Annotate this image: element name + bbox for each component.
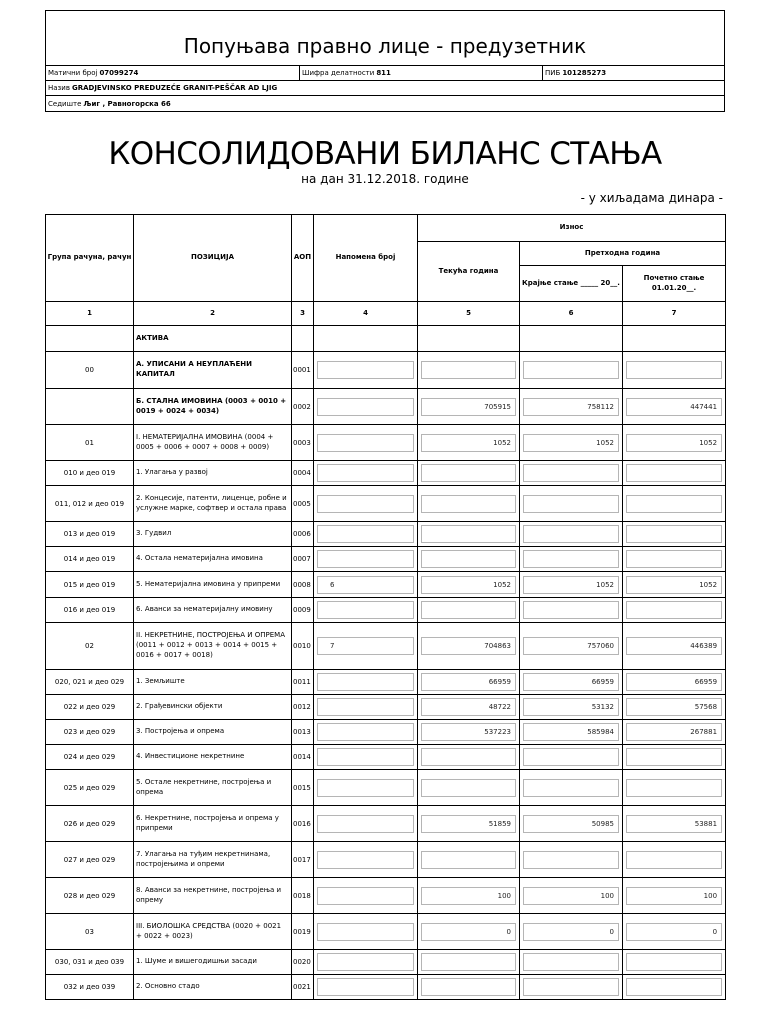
section-label: АКТИВА xyxy=(134,326,292,352)
group-cell: 024 и део 029 xyxy=(46,745,134,770)
closing-balance-field[interactable] xyxy=(523,601,619,619)
current-year-field-cell xyxy=(418,425,520,461)
table-row xyxy=(46,806,726,842)
company-seat-value: Љиг , Равногорска 66 xyxy=(83,99,171,108)
table-row xyxy=(46,842,726,878)
aop-cell: 0020 xyxy=(292,950,314,975)
aop-cell: 0003 xyxy=(292,425,314,461)
current-year-field[interactable]: 66959 xyxy=(421,673,516,691)
header-previous-year: Претходна година xyxy=(520,242,726,266)
position-cell: 2. Основно стадо xyxy=(134,975,292,1000)
opening-balance-field-cell xyxy=(623,425,726,461)
current-year-field-cell xyxy=(418,352,520,389)
note-field-cell xyxy=(314,806,418,842)
note-field[interactable] xyxy=(317,978,414,996)
current-year-field[interactable] xyxy=(421,495,516,513)
header-current-year: Текућа година xyxy=(418,242,520,302)
opening-balance-field-cell xyxy=(623,842,726,878)
table-row xyxy=(46,950,726,975)
current-year-field-cell xyxy=(418,842,520,878)
closing-balance-field[interactable]: 585984 xyxy=(523,723,619,741)
table-row xyxy=(46,486,726,522)
current-year-field[interactable] xyxy=(421,525,516,543)
current-year-field[interactable] xyxy=(421,851,516,869)
current-year-field[interactable]: 0 xyxy=(421,923,516,941)
note-field[interactable] xyxy=(317,673,414,691)
aop-cell: 0002 xyxy=(292,389,314,425)
current-year-field[interactable]: 704863 xyxy=(421,637,516,655)
opening-balance-field-cell xyxy=(623,745,726,770)
opening-balance-field-cell xyxy=(623,547,726,572)
header-amount: Износ xyxy=(418,215,726,242)
note-field-cell xyxy=(314,720,418,745)
closing-balance-field[interactable] xyxy=(523,748,619,766)
closing-balance-field-cell xyxy=(520,745,623,770)
column-number: 3 xyxy=(292,302,314,326)
position-cell: 2. Концесије, патенти, лиценце, робне и услужне марке, софтвер и остала права xyxy=(134,486,292,522)
opening-balance-field[interactable] xyxy=(626,495,722,513)
position-cell: 6. Некретнине, постројења и опрема у припреми xyxy=(134,806,292,842)
aop-cell: 0012 xyxy=(292,695,314,720)
company-name-row xyxy=(46,81,724,96)
closing-balance-field-cell xyxy=(520,522,623,547)
note-field[interactable] xyxy=(317,550,414,568)
group-cell: 025 и део 029 xyxy=(46,770,134,806)
header-aop: АОП xyxy=(292,215,314,302)
header-note: Напомена број xyxy=(314,215,418,302)
registration-number-value: 07099274 xyxy=(99,69,139,77)
opening-balance-field[interactable]: 447441 xyxy=(626,398,722,416)
note-field[interactable] xyxy=(317,887,414,905)
table-row xyxy=(46,425,726,461)
company-seat-row xyxy=(46,96,724,111)
closing-balance-field[interactable] xyxy=(523,978,619,996)
table-row xyxy=(46,670,726,695)
column-number: 1 xyxy=(46,302,134,326)
current-year-field-cell xyxy=(418,598,520,623)
position-cell: 3. Гудвил xyxy=(134,522,292,547)
note-field-cell xyxy=(314,914,418,950)
group-cell: 03 xyxy=(46,914,134,950)
closing-balance-field-cell xyxy=(520,547,623,572)
aop-cell: 0010 xyxy=(292,623,314,670)
aop-cell: 0001 xyxy=(292,352,314,389)
note-field-cell xyxy=(314,598,418,623)
company-name-cell xyxy=(46,81,277,95)
table-row xyxy=(46,352,726,389)
closing-balance-field[interactable]: 0 xyxy=(523,923,619,941)
group-cell: 028 и део 029 xyxy=(46,878,134,914)
current-year-field-cell xyxy=(418,695,520,720)
report-date: на дан 31.12.2018. године xyxy=(301,172,469,186)
closing-balance-field-cell xyxy=(520,914,623,950)
closing-balance-field-cell xyxy=(520,598,623,623)
note-field-cell xyxy=(314,670,418,695)
position-cell: 1. Улагања у развој xyxy=(134,461,292,486)
note-field-cell xyxy=(314,975,418,1000)
current-year-field-cell xyxy=(418,806,520,842)
note-field-cell xyxy=(314,745,418,770)
opening-balance-field[interactable] xyxy=(626,361,722,379)
position-cell: 3. Постројења и опрема xyxy=(134,720,292,745)
group-cell: 013 и део 019 xyxy=(46,522,134,547)
aop-cell: 0015 xyxy=(292,770,314,806)
closing-balance-field-cell xyxy=(520,572,623,598)
company-seat-label: Седиште xyxy=(48,99,82,108)
position-cell: 5. Остале некретнине, постројења и опрема xyxy=(134,770,292,806)
closing-balance-field[interactable] xyxy=(523,525,619,543)
closing-balance-field-cell xyxy=(520,975,623,1000)
table-row xyxy=(46,598,726,623)
note-field[interactable] xyxy=(317,398,414,416)
closing-balance-field[interactable] xyxy=(523,495,619,513)
activity-code-value: 811 xyxy=(376,69,391,77)
aop-cell: 0013 xyxy=(292,720,314,745)
position-cell: Б. СТАЛНА ИМОВИНА (0003 + 0010 + 0019 + 0024 + 0034) xyxy=(134,389,292,425)
aop-cell: 0007 xyxy=(292,547,314,572)
opening-balance-field-cell xyxy=(623,522,726,547)
position-cell: 8. Аванси за некретнине, постројења и опрему xyxy=(134,878,292,914)
company-seat-cell xyxy=(46,96,171,111)
header-closing-balance: Крајње стање _____ 20__. xyxy=(520,266,623,302)
note-field[interactable] xyxy=(317,953,414,971)
table-row xyxy=(46,695,726,720)
opening-balance-field[interactable] xyxy=(626,851,722,869)
position-cell: 4. Остала нематеријална имовина xyxy=(134,547,292,572)
opening-balance-field-cell xyxy=(623,975,726,1000)
position-cell: II. НЕКРЕТНИНЕ, ПОСТРОЈЕЊА И ОПРЕМА (0011 + 0012 + 0013 + 0014 + 0015 + 0016 + 0017 + 0018) xyxy=(134,623,292,670)
closing-balance-field-cell xyxy=(520,389,623,425)
current-year-field[interactable] xyxy=(421,978,516,996)
table-row xyxy=(46,547,726,572)
group-cell: 015 и део 019 xyxy=(46,572,134,598)
current-year-field[interactable]: 1052 xyxy=(421,576,516,594)
closing-balance-field-cell xyxy=(520,461,623,486)
aop-cell: 0008 xyxy=(292,572,314,598)
closing-balance-field[interactable] xyxy=(523,361,619,379)
form-title: Попуњава правно лице - предузетник xyxy=(46,11,724,66)
opening-balance-field[interactable]: 57568 xyxy=(626,698,722,716)
current-year-field-cell xyxy=(418,745,520,770)
group-cell: 027 и део 029 xyxy=(46,842,134,878)
note-field[interactable] xyxy=(317,434,414,452)
table-row xyxy=(46,461,726,486)
note-field-cell xyxy=(314,623,418,670)
activity-code-cell xyxy=(299,66,542,80)
note-field-cell xyxy=(314,352,418,389)
note-field-cell xyxy=(314,770,418,806)
group-cell: 022 и део 029 xyxy=(46,695,134,720)
closing-balance-field-cell xyxy=(520,695,623,720)
aop-cell: 0005 xyxy=(292,486,314,522)
opening-balance-field-cell xyxy=(623,572,726,598)
group-cell: 010 и део 019 xyxy=(46,461,134,486)
opening-balance-field[interactable] xyxy=(626,550,722,568)
position-cell: 2. Грађевински објекти xyxy=(134,695,292,720)
header-group: Група рачуна, рачун xyxy=(46,215,134,302)
balance-sheet-table xyxy=(45,214,726,1000)
header-opening-balance: Почетно стање 01.01.20__. xyxy=(623,266,726,302)
note-field[interactable] xyxy=(317,361,414,379)
note-field[interactable] xyxy=(317,495,414,513)
position-cell: III. БИОЛОШКА СРЕДСТВА (0020 + 0021 + 0022 + 0023) xyxy=(134,914,292,950)
note-field-cell xyxy=(314,425,418,461)
closing-balance-field-cell xyxy=(520,878,623,914)
opening-balance-field[interactable] xyxy=(626,953,722,971)
table-row xyxy=(46,914,726,950)
note-field-cell xyxy=(314,950,418,975)
group-cell: 032 и део 039 xyxy=(46,975,134,1000)
opening-balance-field-cell xyxy=(623,878,726,914)
current-year-field[interactable]: 537223 xyxy=(421,723,516,741)
opening-balance-field-cell xyxy=(623,461,726,486)
opening-balance-field-cell xyxy=(623,389,726,425)
closing-balance-field[interactable]: 1052 xyxy=(523,434,619,452)
note-field-cell xyxy=(314,389,418,425)
opening-balance-field[interactable]: 267881 xyxy=(626,723,722,741)
opening-balance-field[interactable]: 100 xyxy=(626,887,722,905)
opening-balance-field[interactable]: 0 xyxy=(626,923,722,941)
tax-id-value: 101285273 xyxy=(562,69,607,77)
current-year-field-cell xyxy=(418,950,520,975)
aop-cell: 0009 xyxy=(292,598,314,623)
group-cell: 016 и део 019 xyxy=(46,598,134,623)
aop-cell: 0004 xyxy=(292,461,314,486)
closing-balance-field[interactable]: 50985 xyxy=(523,815,619,833)
current-year-field[interactable] xyxy=(421,361,516,379)
opening-balance-field-cell xyxy=(623,950,726,975)
closing-balance-field-cell xyxy=(520,670,623,695)
table-row xyxy=(46,745,726,770)
current-year-field-cell xyxy=(418,770,520,806)
table-row xyxy=(46,770,726,806)
note-field-cell xyxy=(314,878,418,914)
closing-balance-field-cell xyxy=(520,770,623,806)
position-cell: 5. Нематеријална имовина у припреми xyxy=(134,572,292,598)
closing-balance-field[interactable]: 1052 xyxy=(523,576,619,594)
current-year-field[interactable] xyxy=(421,779,516,797)
tax-id-label: ПИБ xyxy=(545,69,561,77)
table-row xyxy=(46,572,726,598)
opening-balance-field[interactable] xyxy=(626,779,722,797)
opening-balance-field[interactable] xyxy=(626,601,722,619)
current-year-field-cell xyxy=(418,461,520,486)
closing-balance-field[interactable]: 758112 xyxy=(523,398,619,416)
current-year-field-cell xyxy=(418,878,520,914)
current-year-field-cell xyxy=(418,670,520,695)
closing-balance-field[interactable] xyxy=(523,464,619,482)
position-cell: 6. Аванси за нематеријалну имовину xyxy=(134,598,292,623)
closing-balance-field[interactable] xyxy=(523,953,619,971)
group-cell: 030, 031 и део 039 xyxy=(46,950,134,975)
company-name-value: GRADJEVINSKO PREDUZEĆE GRANIT-PEŠČAR AD LJIG xyxy=(71,84,278,92)
aop-cell: 0006 xyxy=(292,522,314,547)
position-cell: 7. Улагања на туђим некретнинама, постројењима и опреми xyxy=(134,842,292,878)
company-header-box xyxy=(45,10,725,112)
position-cell: I. НЕМАТЕРИЈАЛНА ИМОВИНА (0004 + 0005 + 0006 + 0007 + 0008 + 0009) xyxy=(134,425,292,461)
opening-balance-field[interactable] xyxy=(626,464,722,482)
opening-balance-field-cell xyxy=(623,695,726,720)
aop-cell: 0014 xyxy=(292,745,314,770)
current-year-field[interactable] xyxy=(421,550,516,568)
column-number: 2 xyxy=(134,302,292,326)
registration-row xyxy=(46,66,724,81)
note-field[interactable]: 7 xyxy=(317,637,414,655)
note-field[interactable] xyxy=(317,779,414,797)
current-year-field-cell xyxy=(418,975,520,1000)
closing-balance-field[interactable]: 53132 xyxy=(523,698,619,716)
position-cell: 4. Инвестиционе некретнине xyxy=(134,745,292,770)
note-field-cell xyxy=(314,572,418,598)
group-cell: 01 xyxy=(46,425,134,461)
aop-cell: 0016 xyxy=(292,806,314,842)
aop-cell: 0018 xyxy=(292,878,314,914)
column-number: 6 xyxy=(520,302,623,326)
column-number: 7 xyxy=(623,302,726,326)
group-cell: 020, 021 и део 029 xyxy=(46,670,134,695)
report-units: - у хиљадама динара - xyxy=(580,191,723,205)
group-cell: 026 и део 029 xyxy=(46,806,134,842)
company-name-label: Назив xyxy=(48,84,70,92)
note-field[interactable] xyxy=(317,851,414,869)
opening-balance-field-cell xyxy=(623,598,726,623)
current-year-field-cell xyxy=(418,389,520,425)
closing-balance-field-cell xyxy=(520,720,623,745)
current-year-field[interactable] xyxy=(421,464,516,482)
closing-balance-field-cell xyxy=(520,842,623,878)
closing-balance-field[interactable]: 100 xyxy=(523,887,619,905)
aop-cell: 0021 xyxy=(292,975,314,1000)
column-number: 4 xyxy=(314,302,418,326)
table-row xyxy=(46,975,726,1000)
current-year-field[interactable] xyxy=(421,601,516,619)
opening-balance-field-cell xyxy=(623,914,726,950)
tax-id-cell xyxy=(542,66,724,80)
closing-balance-field-cell xyxy=(520,806,623,842)
group-cell: 011, 012 и део 019 xyxy=(46,486,134,522)
closing-balance-field-cell xyxy=(520,425,623,461)
table-row xyxy=(46,522,726,547)
current-year-field[interactable]: 1052 xyxy=(421,434,516,452)
group-cell: 00 xyxy=(46,352,134,389)
note-field-cell xyxy=(314,842,418,878)
activity-code-label: Шифра делатности xyxy=(302,69,375,77)
aop-cell: 0017 xyxy=(292,842,314,878)
current-year-field-cell xyxy=(418,720,520,745)
opening-balance-field[interactable] xyxy=(626,525,722,543)
current-year-field[interactable]: 51859 xyxy=(421,815,516,833)
closing-balance-field[interactable]: 66959 xyxy=(523,673,619,691)
note-field[interactable] xyxy=(317,923,414,941)
group-cell: 023 и део 029 xyxy=(46,720,134,745)
current-year-field[interactable] xyxy=(421,748,516,766)
current-year-field[interactable]: 48722 xyxy=(421,698,516,716)
current-year-field-cell xyxy=(418,547,520,572)
group-cell: 014 и део 019 xyxy=(46,547,134,572)
registration-number-label: Матични број xyxy=(48,69,98,77)
position-cell: 1. Шуме и вишегодишњи засади xyxy=(134,950,292,975)
note-field[interactable] xyxy=(317,601,414,619)
aop-cell: 0011 xyxy=(292,670,314,695)
closing-balance-field[interactable] xyxy=(523,779,619,797)
opening-balance-field-cell xyxy=(623,352,726,389)
note-field[interactable] xyxy=(317,748,414,766)
opening-balance-field-cell xyxy=(623,486,726,522)
opening-balance-field-cell xyxy=(623,806,726,842)
note-field[interactable] xyxy=(317,464,414,482)
registration-number-cell xyxy=(46,66,299,80)
header-position: ПОЗИЦИЈА xyxy=(134,215,292,302)
closing-balance-field-cell xyxy=(520,950,623,975)
opening-balance-field[interactable] xyxy=(626,978,722,996)
note-field-cell xyxy=(314,547,418,572)
current-year-field[interactable] xyxy=(421,953,516,971)
closing-balance-field[interactable] xyxy=(523,851,619,869)
closing-balance-field[interactable]: 757060 xyxy=(523,637,619,655)
note-field-cell xyxy=(314,522,418,547)
opening-balance-field[interactable]: 1052 xyxy=(626,434,722,452)
closing-balance-field-cell xyxy=(520,486,623,522)
opening-balance-field-cell xyxy=(623,720,726,745)
column-number: 5 xyxy=(418,302,520,326)
table-row xyxy=(46,720,726,745)
opening-balance-field[interactable]: 446389 xyxy=(626,637,722,655)
group-cell xyxy=(46,389,134,425)
position-cell: 1. Земљиште xyxy=(134,670,292,695)
current-year-field-cell xyxy=(418,486,520,522)
group-cell: 02 xyxy=(46,623,134,670)
opening-balance-field-cell xyxy=(623,623,726,670)
note-field[interactable] xyxy=(317,815,414,833)
report-title: КОНСОЛИДОВАНИ БИЛАНС СТАЊА xyxy=(108,136,662,172)
current-year-field-cell xyxy=(418,572,520,598)
note-field[interactable]: 6 xyxy=(317,576,414,594)
opening-balance-field[interactable]: 53881 xyxy=(626,815,722,833)
opening-balance-field[interactable]: 66959 xyxy=(626,673,722,691)
note-field-cell xyxy=(314,695,418,720)
note-field-cell xyxy=(314,486,418,522)
table-row xyxy=(46,878,726,914)
closing-balance-field[interactable] xyxy=(523,550,619,568)
table-row xyxy=(46,389,726,425)
position-cell: А. УПИСАНИ А НЕУПЛАЋЕНИ КАПИТАЛ xyxy=(134,352,292,389)
current-year-field-cell xyxy=(418,522,520,547)
section-row xyxy=(46,326,726,352)
note-field-cell xyxy=(314,461,418,486)
note-field[interactable] xyxy=(317,723,414,741)
current-year-field[interactable]: 100 xyxy=(421,887,516,905)
closing-balance-field-cell xyxy=(520,623,623,670)
current-year-field[interactable]: 705915 xyxy=(421,398,516,416)
opening-balance-field[interactable] xyxy=(626,748,722,766)
current-year-field-cell xyxy=(418,914,520,950)
note-field[interactable] xyxy=(317,698,414,716)
closing-balance-field-cell xyxy=(520,352,623,389)
opening-balance-field[interactable]: 1052 xyxy=(626,576,722,594)
table-row xyxy=(46,623,726,670)
current-year-field-cell xyxy=(418,623,520,670)
aop-cell: 0019 xyxy=(292,914,314,950)
opening-balance-field-cell xyxy=(623,670,726,695)
note-field[interactable] xyxy=(317,525,414,543)
opening-balance-field-cell xyxy=(623,770,726,806)
